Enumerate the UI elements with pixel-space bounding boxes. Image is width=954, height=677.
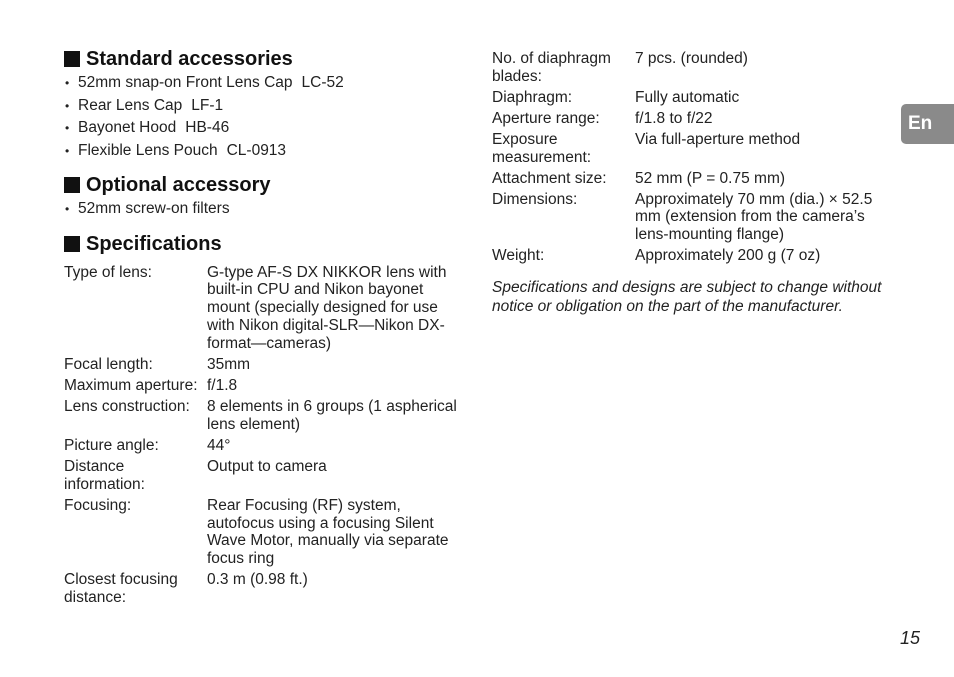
- spec-value: 8 elements in 6 groups (1 aspherical lens element): [207, 397, 457, 433]
- list-item: [65, 140, 464, 163]
- item-code: LC-52: [301, 74, 344, 91]
- item-name: Rear Lens Cap: [78, 96, 183, 114]
- specifications-heading: [64, 231, 464, 257]
- list-item: [65, 95, 464, 118]
- list-item: [65, 72, 464, 95]
- spec-label: Maximum aperture:: [64, 376, 198, 394]
- spec-value: Fully automatic: [635, 88, 740, 106]
- item-name: 52mm screw-on filters: [78, 199, 230, 217]
- bullet-icon: •: [65, 201, 70, 216]
- bullet-icon: •: [65, 144, 70, 159]
- bullet-icon: •: [65, 98, 70, 113]
- bullet-icon: •: [65, 121, 70, 136]
- spec-row-focal-length: [64, 356, 464, 374]
- spec-row-lens-construction: [64, 398, 464, 434]
- spec-label: No. of diaphragm blades:: [492, 50, 611, 85]
- square-bullet-icon: [64, 51, 80, 67]
- bullet-icon: •: [65, 76, 70, 90]
- spec-label: Weight:: [492, 247, 545, 265]
- spec-label: Picture angle:: [64, 436, 159, 454]
- spec-value: 7 pcs. (rounded): [635, 50, 748, 67]
- specifications-title: Specifications: [86, 232, 222, 255]
- spec-row-distance-information: [64, 458, 464, 494]
- square-bullet-icon: [64, 236, 80, 252]
- item-code: HB-46: [185, 119, 230, 137]
- specifications-table-right: [492, 50, 887, 265]
- spec-label: Type of lens:: [64, 263, 152, 281]
- list-item: [65, 198, 464, 221]
- spec-row-picture-angle: [64, 437, 464, 455]
- spec-row-diaphragm: [492, 89, 887, 107]
- standard-accessories-title: Standard accessories: [86, 48, 293, 70]
- spec-row-weight: [492, 247, 887, 265]
- spec-row-maximum-aperture: [64, 377, 464, 395]
- item-name: 52mm snap-on Front Lens Cap: [78, 74, 293, 91]
- item-code: CL-0913: [226, 142, 287, 160]
- spec-label: Aperture range:: [492, 109, 600, 127]
- spec-label: Closest focusing distance:: [64, 571, 178, 607]
- spec-value: f/1.8 to f/22: [635, 109, 713, 127]
- spec-label: Focusing:: [64, 496, 132, 514]
- item-name: Flexible Lens Pouch: [78, 142, 218, 160]
- optional-accessory-heading: [64, 172, 464, 198]
- list-item: [65, 117, 464, 140]
- spec-value: Rear Focusing (RF) system, autofocus using a focusing Silent Wave Motor, manually via separate focus ring: [207, 496, 449, 568]
- spec-value: Output to camera: [207, 457, 327, 475]
- spec-value: 35mm: [207, 355, 251, 373]
- spec-label: Exposure measurement:: [492, 130, 592, 166]
- page-number: 15: [900, 628, 921, 648]
- spec-value: G-type AF-S DX NIKKOR lens with built-in CPU and Nikon bayonet mount (specially designed for use with Nikon digital-SLR—Nikon DX-format—cameras): [207, 263, 447, 352]
- spec-label: Lens construction:: [64, 397, 190, 415]
- item-code: LF-1: [191, 96, 224, 114]
- item-name: Bayonet Hood: [78, 119, 177, 137]
- spec-label: Dimensions:: [492, 190, 578, 208]
- specifications-note: Specifications and designs are subject to change without notice or obligation on the part of the manufacturer.: [492, 278, 882, 315]
- spec-row-dimensions: [492, 191, 887, 244]
- spec-value: Approximately 70 mm (dia.) × 52.5 mm (extension from the camera’s lens-mounting flange): [635, 190, 873, 244]
- square-bullet-icon: [64, 177, 80, 193]
- optional-accessory-title: Optional accessory: [86, 173, 271, 196]
- spec-row-focusing: [64, 497, 464, 568]
- spec-label: Attachment size:: [492, 169, 607, 187]
- left-column: [64, 46, 464, 610]
- spec-value: f/1.8: [207, 376, 238, 394]
- spec-label: Distance information:: [64, 457, 145, 493]
- spec-row-attachment-size: [492, 170, 887, 188]
- language-tab[interactable]: En: [901, 104, 954, 144]
- standard-accessories-list: [64, 72, 464, 163]
- spec-row-diaphragm-blades: [492, 50, 887, 86]
- standard-accessories-heading: [64, 46, 464, 72]
- spec-label: Focal length:: [64, 355, 153, 373]
- spec-row-closest-focusing-distance: [64, 571, 464, 607]
- optional-accessory-list: [64, 198, 464, 221]
- spec-row-exposure-measurement: [492, 131, 887, 167]
- spec-value: 44°: [207, 436, 231, 454]
- spec-value: 0.3 m (0.98 ft.): [207, 571, 308, 589]
- spec-value: 52 mm (P = 0.75 mm): [635, 169, 786, 187]
- specifications-table-left: [64, 264, 464, 607]
- spec-value: Via full-aperture method: [635, 130, 801, 148]
- spec-value: Approximately 200 g (7 oz): [635, 247, 821, 265]
- spec-label: Diaphragm:: [492, 88, 573, 106]
- spec-row-aperture-range: [492, 110, 887, 128]
- right-column: [492, 50, 887, 331]
- spec-row-type-of-lens: [64, 264, 464, 353]
